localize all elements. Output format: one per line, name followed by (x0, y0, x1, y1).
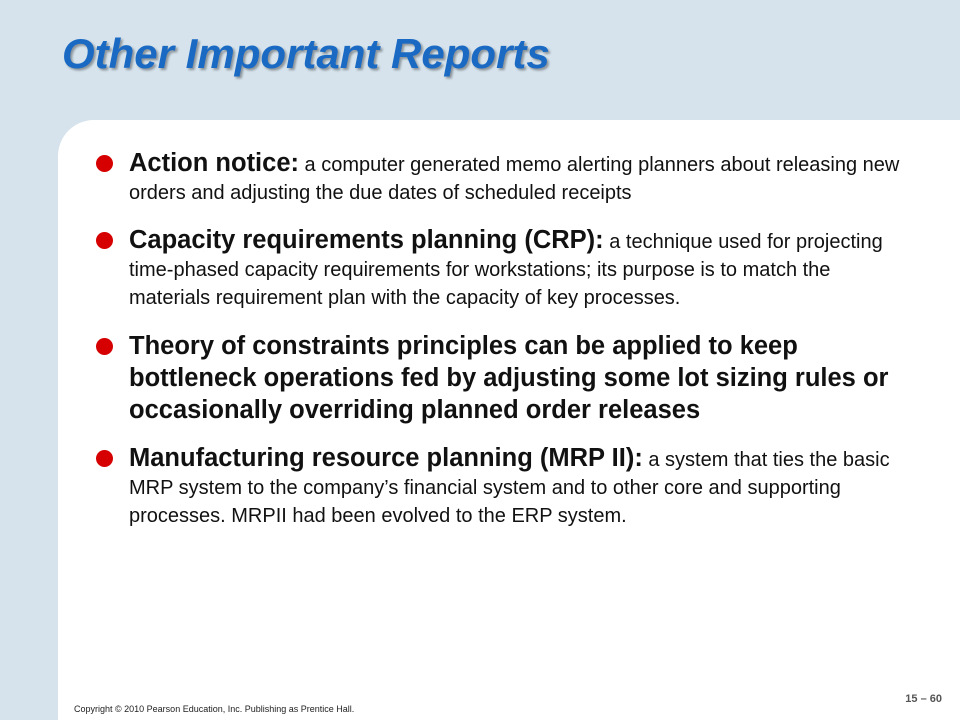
bullet-crp (96, 225, 916, 313)
bullet-dot-icon (96, 338, 113, 355)
bullet-definition: a computer generated memo alerting planners about releasing new orders and adjusting the due dates of scheduled receipts (129, 154, 900, 204)
bullet-mrp-ii (96, 443, 916, 531)
bullet-theory-of-constraints (96, 330, 916, 426)
bullet-term: Manufacturing resource planning (MRP II): (129, 444, 643, 472)
bullet-definition: a system that ties the basic MRP system to the company’s financial system and to other core and supporting processes. MRPII had been evolved to the ERP system. (129, 449, 890, 527)
bullet-term: Theory of constraints principles can be applied to keep bottleneck operations fed by adjusting some lot sizing rules or occasionally overriding planned order releases (129, 332, 889, 424)
slide-number: 15 – 60 (905, 693, 942, 705)
bullet-dot-icon (96, 450, 113, 467)
bullet-list (96, 148, 916, 548)
bullet-dot-icon (96, 155, 113, 172)
slide-title: Other Important Reports (62, 30, 550, 77)
bullet-term: Action notice: (129, 149, 299, 177)
bullet-action-notice (96, 148, 916, 208)
bullet-definition: a technique used for projecting time-phased capacity requirements for workstations; its purpose is to match the materials requirement plan with the capacity of key processes. (129, 231, 883, 309)
bullet-dot-icon (96, 232, 113, 249)
bullet-term: Capacity requirements planning (CRP): (129, 226, 604, 254)
footer-copyright: Copyright © 2010 Pearson Education, Inc. Publishing as Prentice Hall. (74, 704, 355, 714)
